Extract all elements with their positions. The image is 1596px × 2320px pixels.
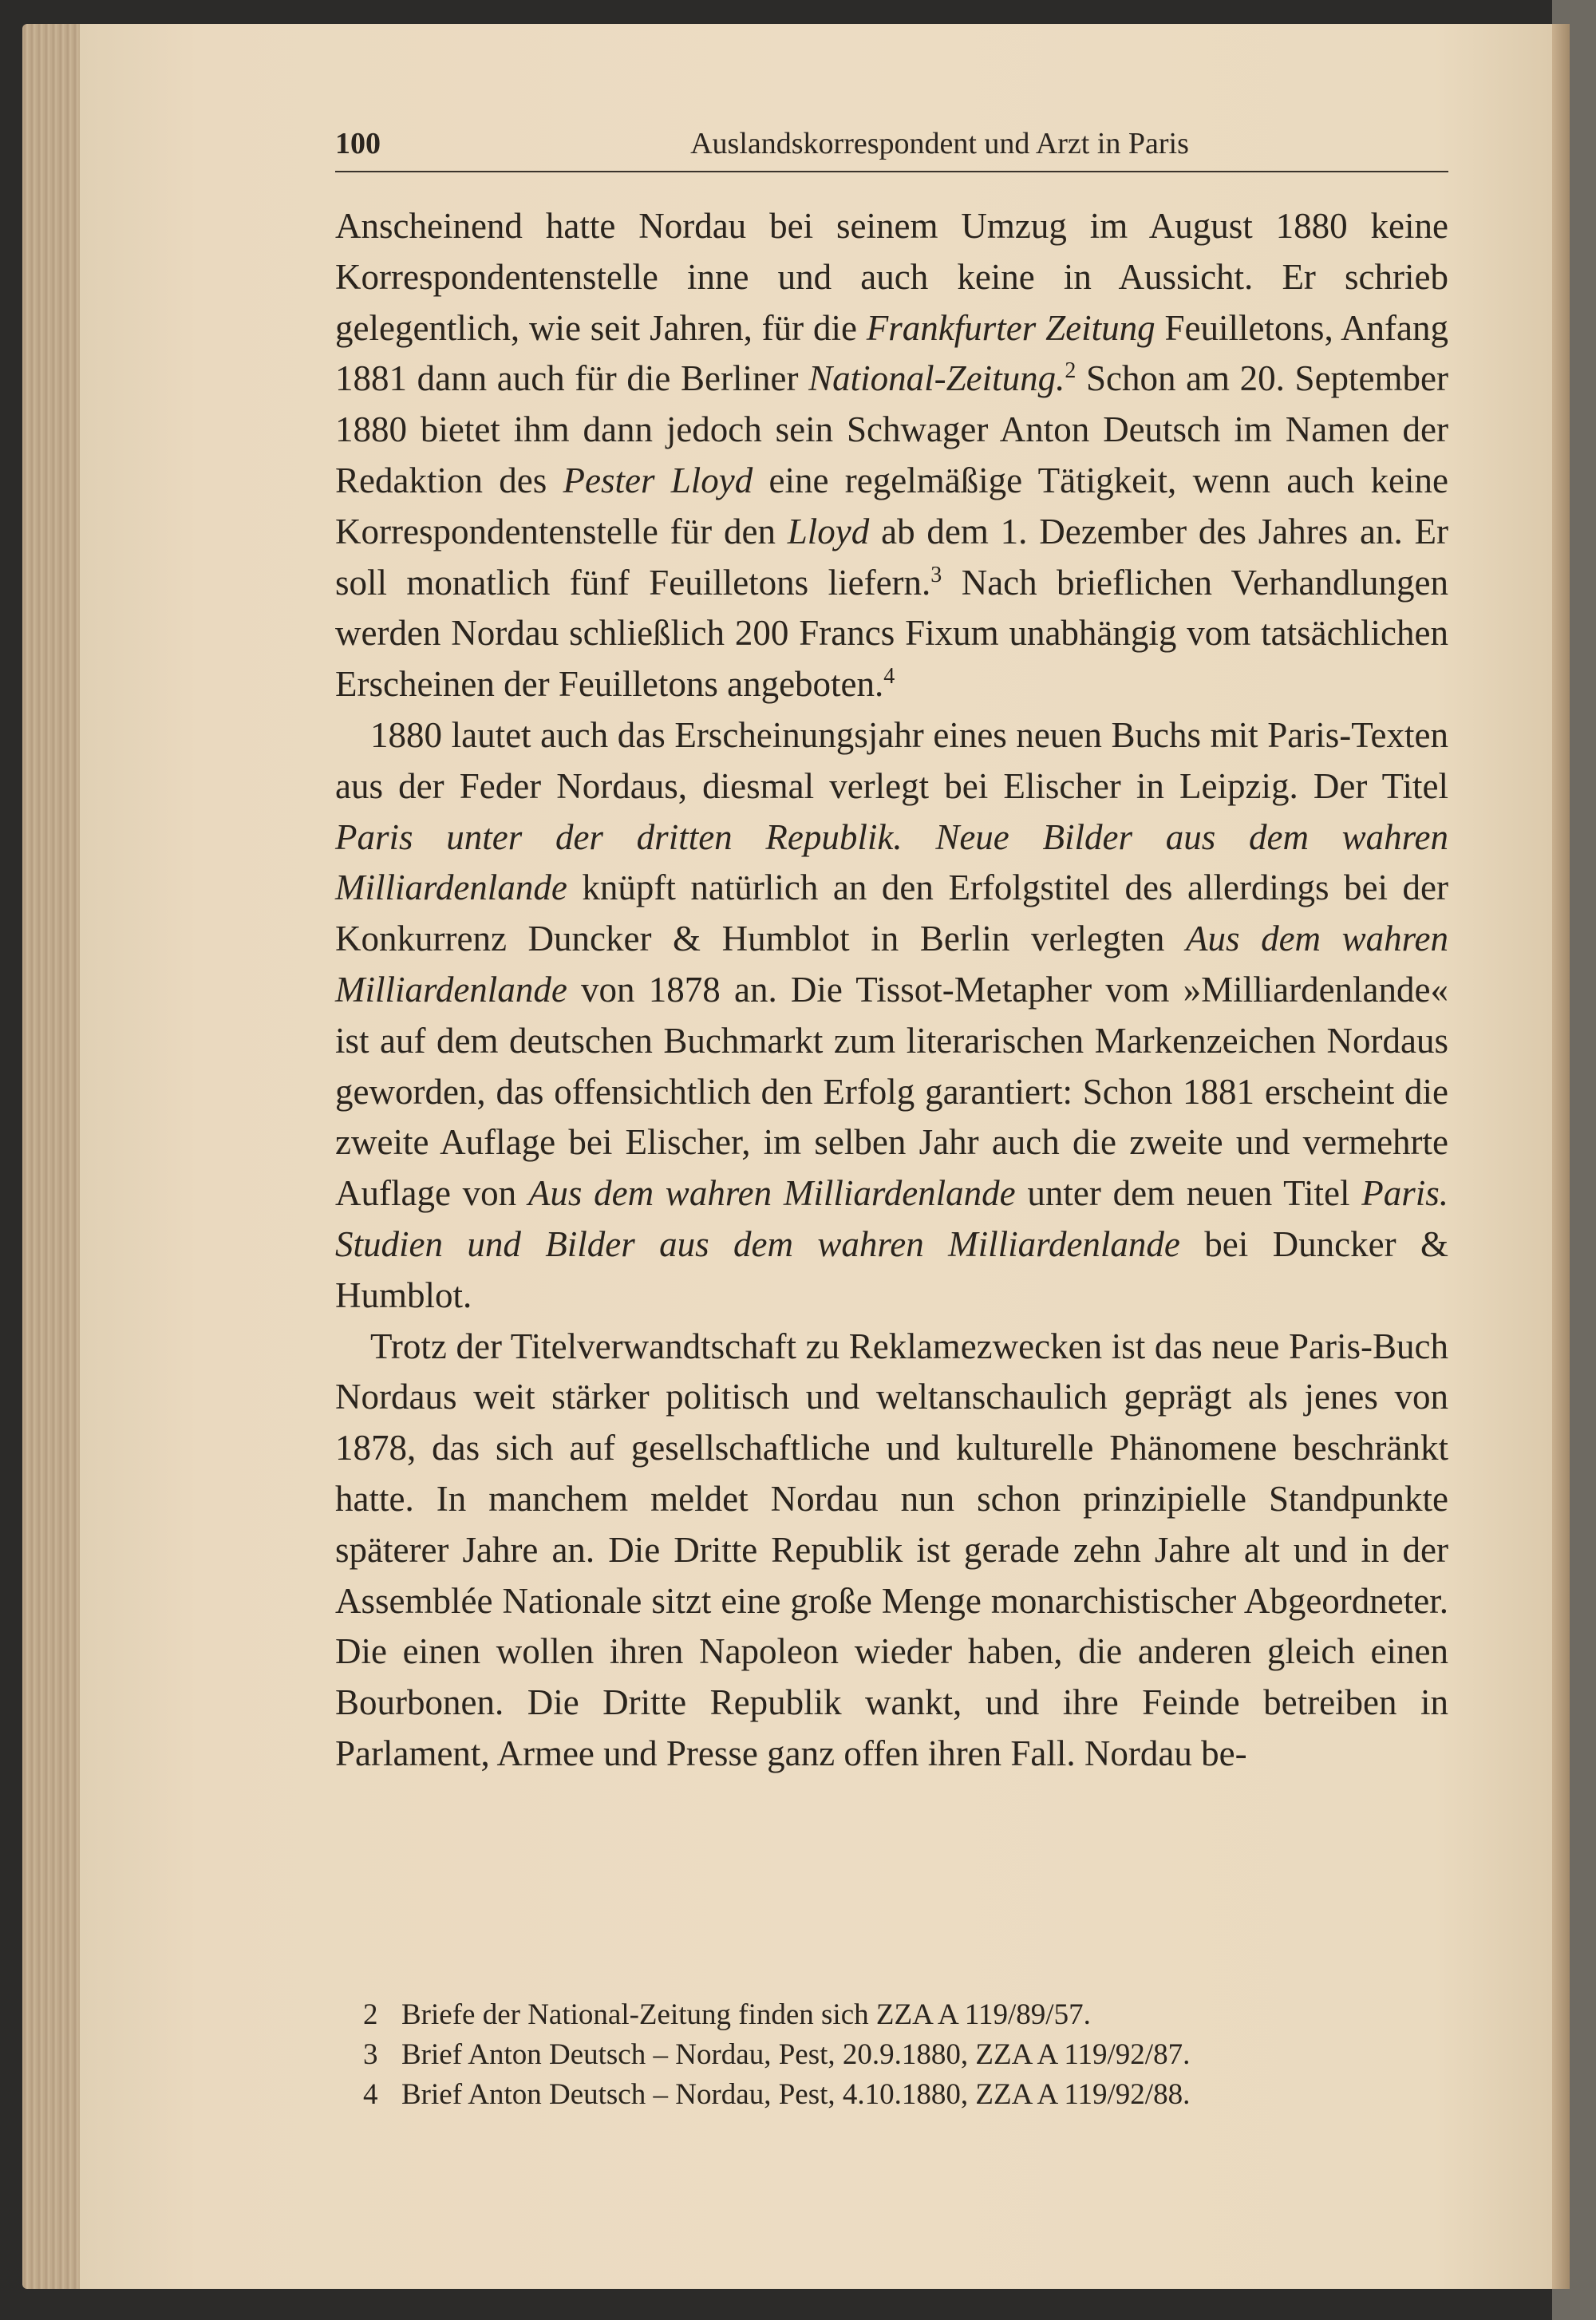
text-run: Schon am 20. September 1880 bietet ihm dann jedoch sein Schwager Anton Deutsch im Namen der Redaktion des — [335, 358, 1448, 500]
text-run: bei Duncker & Humblot. — [335, 1223, 1448, 1315]
body-text — [335, 201, 1448, 1780]
text-run: Anscheinend hatte Nordau bei seinem Umzug im August 1880 keine Korrespondentenstelle inne und auch keine in Aussicht. Er schrieb gelegentlich, wie seit Jahren, für die — [335, 206, 1448, 348]
text-run: eine regelmäßige Tätigkeit, wenn auch keine Korrespondentenstelle für den — [335, 460, 1449, 551]
text-run: ab dem 1. Dezember des Jahres an. Er soll monatlich fünf Feuilletons liefern. — [335, 511, 1449, 603]
paragraph — [335, 1322, 1448, 1780]
footnote-text: Brief Anton Deutsch – Nordau, Pest, 4.10.1880, ZZA A 119/92/88. — [401, 2078, 1191, 2111]
footnote-number: 3 — [363, 2038, 378, 2071]
italic-title: Lloyd — [787, 511, 870, 551]
footnote-number: 4 — [363, 2078, 378, 2111]
italic-title: Aus dem wahren Milliardenlande — [527, 1173, 1016, 1214]
italic-title: Paris. Studien und Bilder aus dem wahren Milliardenlande — [335, 1173, 1448, 1264]
text-run: Trotz der Titelverwandtschaft zu Reklamezwecken ist das neue Paris-Buch Nordaus weit stärker politisch und weltanschaulich geprägt als jenes von 1878, das sich auf gesellschaftliche und kulturelle Phänomene beschränkt hatte. In manchem meldet Nordau nun schon prinzipielle Standpunkte späterer Jahre an. Die Dritte Republik ist gerade zehn Jahre alt und in der Assemblée Nationale sitzt eine große Menge monarchistischer Abgeordneter. Die einen wollen ihren Napoleon wieder haben, die anderen gleich einen Bourbonen. Die Dritte Republik wankt, und ihre Feinde betreiben in Parlament, Armee und Presse ganz offen ihren Fall. Nordau be- — [335, 1326, 1448, 1773]
italic-title: Paris unter der dritten Republik. Neue Bilder aus dem wahren Milliardenlande — [335, 816, 1448, 908]
italic-title: Pester Lloyd — [563, 460, 753, 500]
text-run: von 1878 an. Die Tissot-Metapher vom »Milliardenlande« ist auf dem deutschen Buchmarkt zum literarischen Markenzeichen Nordaus geworden, das offensichtlich den Erfolg garantiert: Schon 1881 erscheint die zweite Auflage bei Elischer, im selben Jahr auch die zweite und vermehrte Auflage von — [335, 969, 1448, 1214]
italic-title: National-Zeitung. — [808, 358, 1065, 399]
footnote — [363, 1995, 1448, 2035]
footnotes — [363, 1995, 1448, 2115]
footnote-ref: 2 — [1065, 358, 1077, 384]
paragraph — [335, 201, 1448, 710]
page-edge-right — [1552, 24, 1570, 2289]
footnote-text: Brief Anton Deutsch – Nordau, Pest, 20.9.1880, ZZA A 119/92/87. — [401, 2038, 1191, 2071]
text-run: 1880 lautet auch das Erscheinungsjahr eines neuen Buchs mit Paris-Texten aus der Feder Nordaus, diesmal verlegt bei Elischer in Leipzig. Der Titel — [335, 714, 1448, 806]
italic-title: Aus dem wahren Milliardenlande — [335, 919, 1448, 1010]
text-run: unter dem neuen Titel — [1015, 1173, 1362, 1214]
running-title: Auslandskorrespondent und Arzt in Paris — [690, 127, 1189, 160]
footnote — [363, 2035, 1448, 2075]
footnote-text: Briefe der National-Zeitung finden sich ZZA A 119/89/57. — [401, 1998, 1091, 2031]
scanner-background-right — [1552, 0, 1596, 2320]
footnote — [363, 2075, 1448, 2115]
footnote-ref: 4 — [883, 664, 895, 690]
paragraph — [335, 710, 1448, 1322]
text-run: knüpft natürlich an den Erfolgstitel des allerdings bei der Konkurrenz Duncker & Humblot in Berlin verlegten — [335, 868, 1448, 959]
footnote-number: 2 — [363, 1998, 378, 2031]
text-run: Nach brieflichen Verhandlungen werden Nordau schließlich 200 Francs Fixum unabhängig vom tatsächlichen Erscheinen der Feuilletons angeboten. — [335, 562, 1448, 705]
footnote-ref: 3 — [930, 562, 942, 587]
text-run: Feuilletons, Anfang 1881 dann auch für die Berliner — [335, 307, 1449, 399]
italic-title: Frankfurter Zeitung — [866, 307, 1156, 348]
page-number: 100 — [335, 127, 381, 160]
running-header — [335, 126, 1448, 172]
